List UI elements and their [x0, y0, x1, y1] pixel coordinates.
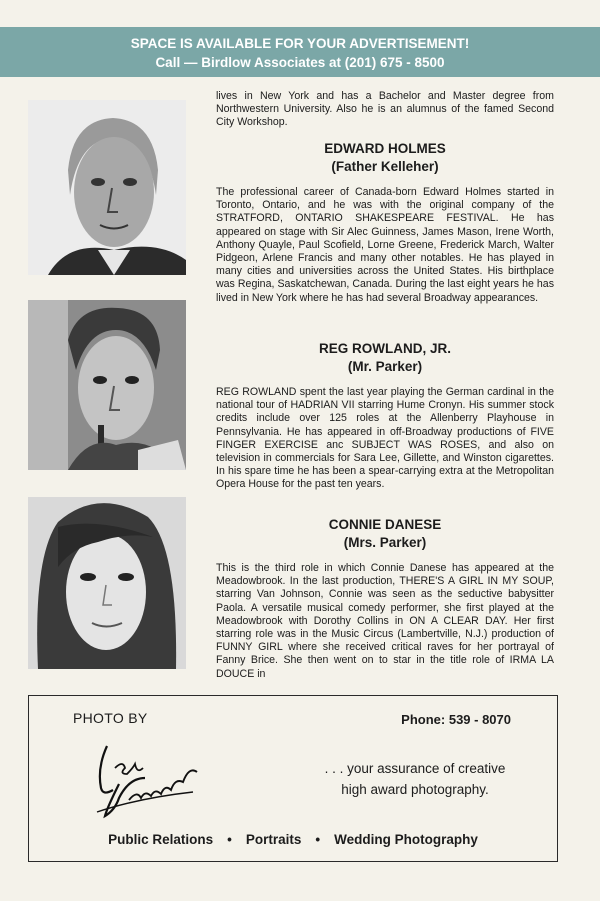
photo-connie-danese: [28, 497, 186, 669]
photo-by-label: PHOTO BY: [73, 710, 148, 726]
tagline-line-2: high award photography.: [341, 782, 489, 797]
actor-edward-holmes: [216, 140, 554, 305]
advertisement-banner: [0, 27, 600, 77]
bullet-separator: •: [315, 832, 321, 847]
actor-role: (Mr. Parker): [347, 359, 423, 374]
bullet-separator: •: [227, 832, 232, 847]
actor-name: REG ROWLAND, JR.: [318, 341, 451, 356]
services-list: [29, 832, 557, 847]
ad-tagline: [295, 758, 535, 800]
service-wedding-photography: Wedding Photography: [334, 832, 478, 847]
actor-bio: This is the third role in which Connie Danese has appeared at the Meadowbrook. In the last production, THERE'S A GIRL IN MY SOUP, starring Van Johnson, Connie was seen as the seductive babysitter Paola. A versatile musical comedy performer, she first played at the Meadowbrook with Dorothy Collins in ON A CLEAR DAY. Her first starring role was in the Music Circus (Lambertville, N.J.) production of FUNNY GIRL where she received critical raves for her portrayal of Fanny Brice. She then went on to star in the title role of IRMA LA DOUCE in: [216, 562, 554, 680]
actor-bio: The professional career of Canada-born Edward Holmes started in Toronto, Ontario, and he was with the original company of the STRATFORD, ONTARIO SHAKESPEARE FESTIVAL. He has appeared on stage with Sir Alec Guinness, James Mason, Irene Worth, Anthony Quayle, Paul Scofield, Lorne Greene, Frederick March, Walter Pidgeon, Arlene Francis and many other notables. He has played in many cities and universities across the United States. His birthplace was Regina, Saskatchewan, Canada. During the last eight years he has lived in New York where he has had several Broadway appearances.: [216, 186, 554, 304]
actor-name: CONNIE DANESE: [328, 517, 442, 532]
banner-headline: SPACE IS AVAILABLE FOR YOUR ADVERTISEMENT!: [130, 36, 470, 51]
actor-role: (Mrs. Parker): [343, 535, 427, 550]
actor-bio: REG ROWLAND spent the last year playing the German cardinal in the national tour of HADRIAN VII starring Hume Cronyn. His summer stock credits include over 125 roles at the Allenberry Playhouse in Pennsylvania. He has appeared in off-Broadway productions of FIVE FINGER EXERCISE anc SUBJECT WAS ROSES, and also on television in commercials for Sara Lee, Gillette, and Winston cigarettes. In his spare time he has been a spear-carrying extra at the Metropolitan Opera House for the past ten years.: [216, 386, 554, 491]
actor-reg-rowland: [216, 340, 554, 492]
photographer-ad: [28, 695, 558, 862]
photo-reg-rowland: [28, 300, 186, 470]
len-leonards-logo: [89, 738, 209, 820]
actor-name: EDWARD HOLMES: [324, 141, 446, 156]
banner-contact: Call — Birdlow Associates at (201) 675 - 8500: [155, 55, 445, 70]
actor-connie-danese: [216, 516, 554, 681]
tagline-line-1: . . . your assurance of creative: [324, 761, 506, 776]
phone-number: Phone: 539 - 8070: [401, 712, 511, 727]
photo-edward-holmes: [28, 100, 186, 275]
actor-role: (Father Kelleher): [331, 159, 439, 174]
service-portraits: Portraits: [245, 832, 302, 847]
service-public-relations: Public Relations: [108, 832, 214, 847]
intro-paragraph: lives in New York and has a Bachelor and Master degree from Northwestern University. Also he is an alumnus of the famed Second City Workshop.: [216, 90, 554, 129]
